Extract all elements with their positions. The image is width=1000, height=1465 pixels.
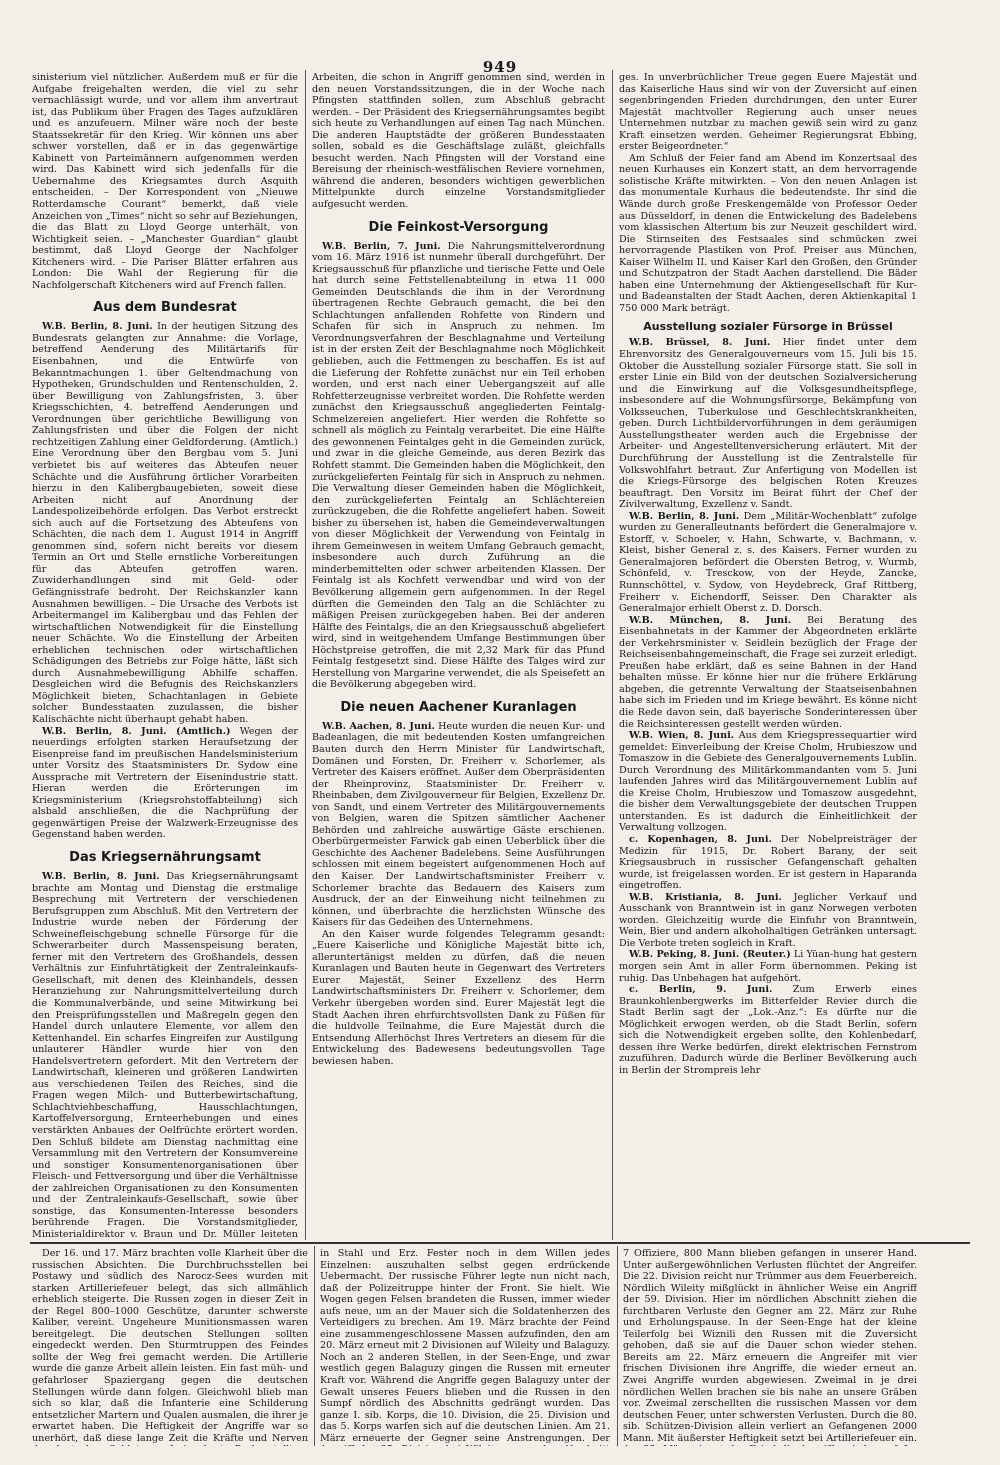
article-text: Am Schluß der Feier fand am Abend im Konzertsaal des neuen Kurhauses ein Konzert statt, an dem hervorragende solistische Kräfte mitwirkten. – Von den neuen Anlagen ist das monumentale Kurhaus die bedeutendste. Ihr sind die Wände durch große Freskengemälde von Professor Oeder aus Düsseldorf, in denen die Entwickelung des Badelebens vom klassischen Altertum bis zur Neuzeit geschildert wird. Die Stirnseiten des Festsaales sind schmücken zwei hervorragende Plastiken von Prof. Preiser aus München, Kaiser Wilhelm II. und Kaiser Karl den Großen, den Gründer und Schutzpatron der Stadt Aachen darstellend. Die Bäder haben eine Unternehmung der Aktiengesellschaft für Kur- und Badeanstalten der Stadt Aachen, deren Aktienkapital 1 750 000 Mark beträgt. bbox=[619, 152, 917, 314]
article-body: Zum Erwerb eines Braunkohlenbergwerks im Bitterfelder Revier durch die Stadt Berlin sagt der „Lok.-Anz.“: Es dürfte nur die Möglichkeit erwogen werden, ob die Stadt Berlin, sofern sich die Notwendigkeit ergeben sollte, den Kohlenbedarf, dessen ihre Werke bedürfen, direkt elektrischen Fernstrom zuzuführen. Dadurch würde die Berliner Bevölkerung auch in Berlin der Strompreis lehr bbox=[619, 984, 917, 1076]
article-text: Der 16. und 17. März brachten volle Klarheit über die russischen Absichten. Die Durchbruchsstellen bei Postawy und südlich des Narocz-Sees wurden mit starken Artilleriefeuer belegt, das sich allmählich erheblich steigerte. Die Russen zogen in dieser Zeit in der Regel 800–1000 Geschütze, darunter schwerste Kaliber, vereint. Ungeheure Munitionsmassen waren bereitgelegt. Die deutschen Stellungen sollten eingedeckt werden. Den Sturmtruppen des Feindes sollte der Weg frei gemacht werden. Die Artillerie wurde die ganze Arbeit allein leisten. Ein fast müh- und gefahrloser Spaziergang gegen die deutschen Stellungen würde dann folgen. Gleichwohl blieb man sich so klar, daß die Infanterie eine Schilderung entsetzlicher Martern und Qualen ausmalen, die ihrer je erwartet haben. Die Heftigkeit der Angriffe war so unerhört, daß diese lange Zeit die Kräfte und Nerven bbox=[32, 1248, 308, 1444]
article-body: Bei Beratung des Eisenbahnetats in der Kammer der Abgeordneten erklärte der Verkehrsminister v. Seidlein bezüglich der Frage der Reichseisenbahngemeinschaft, die Frage sei zurzeit erledigt. Preußen habe erklärt, daß es seine Bahnen in der Hand behalten müsse. Er könne hier nur die frühere Erklärung abgeben, die getrennte Verwaltung der Staatseisenbahnen habe sich im Frieden und im Kriege bewährt. Es könne nicht die Rede davon sein, daß bayerische Sonderinteressen über die Reichsinteressen gestellt werden würden. bbox=[619, 614, 917, 730]
dateline: W.B. Berlin, 7. Juni. bbox=[322, 240, 441, 252]
article-text: sinisterium viel nützlicher. Außerdem muß er für die Aufgabe freigehalten werden, die viel zu sehr vernachlässigt wurde, und vor allem ihm anvertraut ist, das Publikum über Fragen des Tages aufzuklären und es anzufeuern. Milner wäre noch der beste Staatssekretär für den Krieg. Wir können uns aber schwer vorstellen, daß er in das gegenwärtige Kabinett von Parteimännern aufgenommen werden wird. Das Kabinett wird sich jedenfalls für die Uebernahme des Kriegsamtes durch Asquith entscheiden. – Der Korrespondent von „Nieuwe Rotterdamsche Courant“ bemerkt, daß viele Anzeichen von „Times“ nicht so sehr auf Beziehungen, die das Blatt zu Lloyd George unterhält, von Wichtigkeit seien. – „Manchester Guardian“ glaubt bestimmt, daß Lloyd George der Nachfolger Kitcheners wird. – Die Pariser Blätter erfahren aus London: Die Wahl der Regierung für die Nachfolgerschaft Kitcheners wird auf French fallen. bbox=[32, 72, 298, 291]
article-body: Li Yüan-hung hat gestern morgen sein Amt in aller Form übernommen. Peking ist ruhig. Das Unbehagen hat aufgehört. bbox=[619, 949, 917, 984]
dateline: W.B. Berlin, 8. Juni. (Amtlich.) bbox=[42, 725, 231, 737]
article-text bbox=[619, 949, 917, 984]
dateline: W.B. Aachen, 8. Juni. bbox=[322, 720, 435, 732]
section-divider bbox=[30, 1242, 970, 1244]
article-text bbox=[32, 321, 298, 725]
article-body: Heute wurden die neuen Kur- und Badeanlagen, die mit bedeutenden Kosten umfangreichen Bauten durch den Herrn Minister für Landwirtschaft, Domänen und Forsten, Dr. Freiherr v. Schorlemer, als Vertreter des Kaisers eröffnet. Außer dem Oberpräsidenten der Rheinprovinz, Staatsminister Dr. Freiherr v. Rheinbaben, dem Zivilgouverneur für Belgien, Exzellenz Dr. von Sandt, und einem Vertreter des Militärgouvernements von Belgien, waren die Spitzen sämtlicher Aachener Behörden und zahlreiche auswärtige Gäste erschienen. Oberbürgermeister Farwick gab einen Ueberblick über die Geschichte des Aachener Badelebens. Seine Ausführungen schlossen mit einem begeistert aufgenommenen Hoch auf den Kaiser. Der Landwirtschaftsminister Freiherr v. Schorlemer brachte das Bedauern des Kaisers zum Ausdruck, der an der Einweihung nicht teilnehmen zu können, und überbrachte die herzlichsten Wünsche des Kaisers für das Gedeihen des Unternehmens. bbox=[312, 720, 605, 929]
article-text bbox=[32, 726, 298, 841]
article-heading: Die neuen Aachener Kuranlagen bbox=[340, 699, 577, 715]
article-heading: Das Kriegsernährungsamt bbox=[69, 850, 261, 865]
article-text bbox=[32, 871, 298, 1238]
article-heading: Die Feinkost-Versorgung bbox=[368, 219, 549, 235]
article-body: Dem „Militär-Wochenblatt“ zufolge wurden zu Generalleutnants befördert die Generalmajore v. Estorff, v. Schoeler, v. Hahn, Schwarte, v. Bachmann, v. Kleist, bisher General z. s. des Kaisers. Ferner wurden zu Generalmajoren befördert die Obersten Betrog, v. Wurmb, Schönfeld, v. Tresckow, von der Heyde, Zancke, Runnschöttel, v. Sydow, von Heydebreck, Graf Rittberg, Freiherr v. Eichendorff, Seisser. Den Charakter als Generalmajor erhielt Oberst z. D. Dorsch. bbox=[619, 510, 917, 615]
article-body: Hier findet unter dem Ehrenvorsitz des Generalgouverneurs vom 15. Juli bis 15. Oktober die Ausstellung sozialer Fürsorge statt. Sie soll in erster Linie ein Bild von der deutschen Sozialversicherung und die Einwirkung auf die Volksgesundheitspflege, insbesondere auf die Wohnungsfürsorge, Bekämpfung von Volksseuchen, Tuberkulose und Geschlechtskrankheiten, geben. Durch Lichtbildervorführungen in dem geräumigen Ausstellungstheater werden auch die Ergebnisse der Arbeiter- und Angestelltenversicherung erläutert. Mit der Durchführung der Ausstellung ist die Zentralstelle für Volkswohlfahrt betraut. Zur Anfertigung von Modellen ist die Kriegs-Fürsorge des belgischen Roten Kreuzes beauftragt. Den Vorsitz im Beirat führt der Chef der Zivilverwaltung, Exzellenz v. Sandt. bbox=[619, 337, 917, 511]
article-text bbox=[619, 615, 917, 730]
article-text bbox=[312, 241, 605, 691]
dateline: W.B. Wien, 8. Juni. bbox=[629, 730, 735, 742]
article-body: Wegen der neuerdings erfolgten starken Heraufsetzung der Eisenpreise fand im preußischen Handelsministerium unter Vorsitz des Staatsministers Dr. Sydow eine Aussprache mit Vertretern der Eisenindustrie statt. Hieran werden die Erörterungen im Kriegsministerium (Kriegsrohstoffabteilung) sich alsbald anschließen, die die Nachprüfung der gegenwärtigen Preise der Walzwerk-Erzeugnisse des Gegenstand haben werden. bbox=[32, 725, 298, 841]
dateline: W.B. Peking, 8. Juni. (Reuter.) bbox=[629, 949, 791, 961]
article-body: Der Nobelpreisträger der Medizin für 1915, Dr. Robert Barany, der seit Kriegsausbruch in russischer Gefangenschaft gehalten wurde, ist freigelassen worden. Er ist gestern in Haparanda eingetroffen. bbox=[619, 834, 917, 892]
dateline: W.B. München, 8. Juni. bbox=[629, 614, 792, 626]
article-body: Das Kriegsernährungsamt brachte am Montag und Dienstag die erstmalige Besprechung mit Vertretern der verschiedenen Berufsgruppen zum Abschluß. Mit den Vertretern der Industrie wurde neben der Förderung der Schweinefleischgebung schnelle Fürsorge für die Schwerarbeiter durch Massenspeisung beraten, ferner mit den Vertretern des Großhandels, dessen Verhältnis zur Einfuhrtätigkeit der Zentraleinkaufs-Gesellschaft, mit denen des Kleinhandels, dessen Heranziehung zur Nahrungsmittelverteilung durch die Kommunalverbände, und seine Mitwirkung bei den Preisprüfungsstellen und Maßregeln gegen den Handel durch unlautere Elemente, vor allem den Kettenhandel. Ein scharfes Eingreifen zur Austilgung unlauterer Händler wurde hier von den Handelsvertretern gefordert. Mit den Vertretern der Landwirtschaft, kleineren und größeren Landwirten aus verschiedenen Teilen des Reiches, sind die Fragen wegen Milch- und Butterbewirtschaftung, Schlachtviehbeschaffung, Hausschlachtungen, Kartoffelversorgung, Ernteerhebungen und eines verstärkten Anbaues der Oelfrüchte erörtert worden. Den Schluß bildete am Dienstag nachmittag eine Versammlung mit den Vertretern der Konsumvereine und sonstiger Konsumentenorganisationen über Fleisch- und Fettversorgung und über die Verhältnisse der zahlreichen Organisationen zu den Konsumenten und der Zentraleinkaufs-Gesellschaft, sowie über sonstige, das Konsumenten-Interesse besonders berührende Fragen. Die Vorstandsmitglieder, Ministerialdirektor v. Braun und Dr. Müller leiteten bbox=[32, 871, 298, 1238]
article-text: Arbeiten, die schon in Angriff genommen sind, werden in den neuen Vorstandssitzungen, die in der Woche nach Pfingsten stattfinden sollen, zum Abschluß gebracht werden. – Der Präsident des Kriegsernährungsamtes begibt sich heute zu Verhandlungen auf einen Tag nach München. Die anderen Hauptstädte der größeren Bundesstaaten sollen, sobald es die Geschäftslage zuläßt, gleichfalls besucht werden. Nach Pfingsten will der Vorstand eine Bereisung der rheinisch-westfälischen Reviere vornehmen, während die anderen, besonders wichtigen gewerblichen Mittelpunkte durch einzelne Vorstandsmitglieder aufgesucht werden. bbox=[312, 72, 605, 211]
article-body: Jeglicher Verkauf und Ausschank von Branntwein ist in ganz Norwegen verboten worden. Gleichzeitig wurde die Einfuhr von Branntwein, Wein, Bier und andern alkoholhaltigen Getränken untersagt. Die Verbote treten sogleich in Kraft. bbox=[619, 891, 917, 949]
article-text: An den Kaiser wurde folgendes Telegramm gesandt: „Euere Kaiserliche und Königliche Majestät bitte ich, alleruntertänigst melden zu dürfen, daß die neuen Kuranlagen und Bauten heute in Gegenwart des Vertreters Eurer Majestät, Seiner Exzellenz des Herrn Landwirtschaftsministers Dr. Freiherr v. Schorlemer, dem Verkehr übergeben worden sind. Eurer Majestät legt die Stadt Aachen ihren ehrfurchtsvollsten Dank zu Füßen für die huldvolle Teilnahme, die Eure Majestät durch die Entsendung Allerhöchst Ihres Vertreters an diesem für die Entwickelung des Badewesens bedeutungsvollen Tage bewiesen haben. bbox=[312, 928, 605, 1067]
bottom-column-3 bbox=[623, 1248, 917, 1446]
article-text bbox=[312, 721, 605, 929]
column-2 bbox=[312, 72, 605, 1238]
bottom-column-2 bbox=[320, 1248, 610, 1446]
article-heading: Aus dem Bundesrat bbox=[93, 300, 237, 316]
bottom-column-1 bbox=[32, 1248, 308, 1446]
column-rule bbox=[314, 1246, 315, 1446]
article-text: ges. In unverbrüchlicher Treue gegen Euere Majestät und das Kaiserliche Haus sind wir von der Zuversicht auf einen segenbringenden Frieden durchdrungen, den unter Eurer Majestät machtvoller Regierung auch unser neues Unternehmen nutzbar zu machen gewiß sein wird zu ganz Kraft einsetzen werden. Geheimer Regierungsrat Ebbing, erster Beigeordneter.“ bbox=[619, 72, 917, 153]
dateline: c. Berlin, 9. Juni. bbox=[629, 984, 773, 996]
article-text: in Stahl und Erz. Fester noch in dem Willen jedes Einzelnen: auszuhalten selbst gegen erdrückende Uebermacht. Der russische Führer legte nun nicht nach, daß der Polizeitruppe hinter der Front. Sie hielt. Wie Wogen gegen Felsen brandeten die Russen, immer wieder aufs neue, um an der Mauer sich die Soldatenherzen des Verteidigers zu brechen. Am 19. März brachte der Feind eine zusammengeschlossene Massen aufzufinden, den am 20. März erneut mit 2 Divisionen auf Wileity und Balaguzy. Noch an 2 anderen Stellen, in der Seen-Enge, und zwar westlich gegen Balaguzy gingen die Russen mit erneuter Kraft vor. Während die Angriffe gegen Balaguzy unter der Gewalt unseres Feuers blieben und die Russen in den Sumpf nördlich des Abschnitts gedrängt wurden. Das ganze I. sib. Korps, die 10. Division, die 25. Division und das 5. Korps warfen sich auf die deutschen Linien. Am 21. März erneuerte der Gegner seine Anstrengungen. Der bbox=[320, 1248, 610, 1444]
article-text bbox=[619, 730, 917, 834]
column-3 bbox=[619, 72, 917, 1238]
dateline: c. Kopenhagen, 8. Juni. bbox=[629, 834, 772, 845]
article-body: In der heutigen Sitzung des Bundesrats gelangten zur Annahme: die Vorlage, betreffend Aenderung des Militärtarifs für Eisenbahnen, und die Entwürfe von Bekanntmachungen 1. über Geltendmachung von Hypotheken, Grundschulden und Rentenschulden, 2. über Bewilligung von Zahlungsfristen, 3. über Kriegsschichten, 4. betreffend Aenderungen und Verordnungen über gerichtliche Bewilligung von Zahlungsfristen und über die Folgen der nicht rechtzeitigen Zahlung einer Geldforderung. (Amtlich.) Eine Verordnung über den Bergbau vom 5. Juni verbietet bis auf weiteres das Abteufen neuer Schächte und die Ausführung örtlicher Vorarbeiten hierzu in den Kalibergbaugebieten, soweit diese Arbeiten nicht auf Anordnung der Landespolizeibehörde erfolgen. Das Verbot erstreckt sich auch auf die Fortsetzung des Abteufens von Schächten, die nach dem 1. August 1914 in Angriff genommen sind, sofern nicht bereits vor diesem Termin an Ort und Stelle ernstliche Vorbereitungen für das Abteufen getroffen waren. Zuwiderhandlungen sind mit Geld- oder Gefängnisstrafe bedroht. Der Reichskanzler kann Ausnahmen bewilligen. – Die Ursache des Verbots ist Arbeitermangel im Kalibergbau und das Fehlen der wirtschaftlichen Notwendigkeit für die Einstellung neuer Schächte. Wo die Einstellung der Arbeiten erheblichen technischen oder wirtschaftlichen Schädigungen des Betriebs zur Folge hätte, läßt sich durch Ausnahmebewilligung Abhilfe schaffen. Desgleichen wird die Befugnis des Reichskanzlers Möglichkeit bieten, Schachtanlagen in Gebiete solcher Bundesstaaten zuzulassen, die bisher Kalischächte nicht überhaupt gehabt haben. bbox=[32, 321, 298, 725]
article-text bbox=[619, 337, 917, 510]
column-rule bbox=[305, 70, 306, 1240]
column-rule bbox=[617, 1246, 618, 1446]
page-number: 949 bbox=[482, 58, 518, 76]
article-heading: Ausstellung sozialer Fürsorge in Brüssel bbox=[643, 320, 893, 334]
article-body: Aus dem Kriegspressequartier wird gemeldet: Einverleibung der Kreise Cholm, Hrubieszow und Tomaszow in die Gebiete des Generalgouvernements Lublin. Durch Verordnung des Militärkommandanten vom 5. Juni laufenden Jahres wird das Militärgouvernement Lublin auf die Kreise Cholm, Hrubieszow und Tomaszow ausgedehnt, die bisher dem Verwaltungsgebiete der deutschen Truppen unterstanden. Es ist dadurch die Einheitlichkeit der Verwaltung vollzogen. bbox=[619, 730, 917, 834]
column-1 bbox=[32, 72, 298, 1238]
article-text bbox=[619, 834, 917, 892]
dateline: W.B. Berlin, 8. Juni. bbox=[629, 510, 740, 522]
dateline: W.B. Berlin, 8. Juni. bbox=[42, 321, 153, 333]
article-text bbox=[619, 511, 917, 615]
column-rule bbox=[612, 70, 613, 1240]
article-text bbox=[619, 892, 917, 950]
dateline: W.B. Berlin, 8. Juni. bbox=[42, 871, 160, 882]
article-text: 7 Offiziere, 800 Mann blieben gefangen in unserer Hand. Unter außergewöhnlichen Verlusten flüchtet der Angreifer. Die 22. Division reicht nur Trümmer aus dem Feuerbereich. Nördlich Wileity mißglückt in ähnlicher Weise ein Angriff der 59. Division. Hier im nördlichen Abschnitt ziehen die furchtbaren Verluste den Gegner am 22. März zur Ruhe und Erholungspause. In der Seen-Enge hat der kleine Teilerfolg bei Wiznili den Russen mit die Zuversicht gehoben, daß sie auf die Dauer schon wieder stehen. Bereits am 22. März erneuern die Angreifer mit vier frischen Divisionen ihre Angriffe, die wieder erneut an. Zwei Angriffe wurden abgewiesen. Zweimal in je drei nördlichen Wellen brachen sie bis nahe an unsere Gräben vor. Zweimal zerschellten die russischen Massen vor dem deutschen Feuer, unter schwersten Verlusten. Durch die 80. sib. Schützen-Division allein verliert an Gefangenen 2000 Mann. Mit äußerster Heftigkeit setzt bei Artilleriefeuer ein. bbox=[623, 1248, 917, 1444]
dateline: W.B. Brüssel, 8. Juni. bbox=[629, 337, 771, 349]
article-text bbox=[619, 984, 917, 1076]
article-body: Die Nahrungsmittelverordnung vom 16. März 1916 ist nunmehr überall durchgeführt. Der Kriegsausschuß für pflanzliche und tierische Fette und Oele hat durch seine Fettstellenabteilung in etwa 11 000 Gemeinden Deutschlands die ihm in der Verordnung übertragenen Rechte Gebrauch gemacht, die bei den Schlachtungen anfallenden Rohfette von Rindern und Schafen für sich in Anspruch zu nehmen. Im Verordnungsverfahren der Beschlagnahme und Verteilung ist in der ersten Zeit der Beschlagnahme noch Möglichkeit geblieben, auch die Fettmengen zu beschaffen. Es ist auf die Lieferung der Rohfette zunächst nur ein Teil erhoben worden, und erst nach einer Uebergangszeit auf alle Rohfetterzeugnisse verbreitet worden. Die Rohfette werden zunächst den Kriegsausschuß angegliederten Feintalg-Schmelzereien angeliefert. Hier werden die Rohfette so schnell als möglich zu Feintalg verarbeitet. Die eine Hälfte des gewonnenen Feintalges geht in die Gemeinden zurück, und zwar in die gleiche Gemeinde, aus deren Bezirk das Rohfett stammt. Die Gemeinden haben die Möglichkeit, den zurückgelieferten Feintalg für sich in Anspruch zu nehmen. Die Verwaltung dieser Gemeinden haben die Möglichkeit, den zurückgelieferten Feintalg an Schlächtereien zurückzugeben, die die Rohfette angeliefert haben. Soweit bisher zu übersehen ist, haben die Gemeindeverwaltungen von dieser Möglichkeit der Verwendung von Feintalg in ihrem Gemeinwesen in weitem Umfang Gebrauch gemacht, insbesondere auch durch Zuführung an die minderbemittelten oder schwer arbeitenden Klassen. Der Feintalg ist als Kochfett verwendbar und wird von der Bevölkerung allgemein gern aufgenommen. In der Regel dürften die Gemeinden den Talg an die Schlächter zu mäßigen Preisen zurückgegeben haben. Bei der anderen Hälfte des Feintalgs, die an den Kriegsausschuß abgeliefert wird, sind in weitgehendem Umfange Bestimmungen über Höchstpreise getroffen, die mit 2,32 Mark für das Pfund Feintalg festgesetzt sind. Diese Hälfte des Talges wird zur Herstellung von Margarine verwendet, die als Speisefett an die Bevölkerung abgegeben wird. bbox=[312, 240, 605, 691]
dateline: W.B. Kristiania, 8. Juni. bbox=[629, 891, 782, 903]
